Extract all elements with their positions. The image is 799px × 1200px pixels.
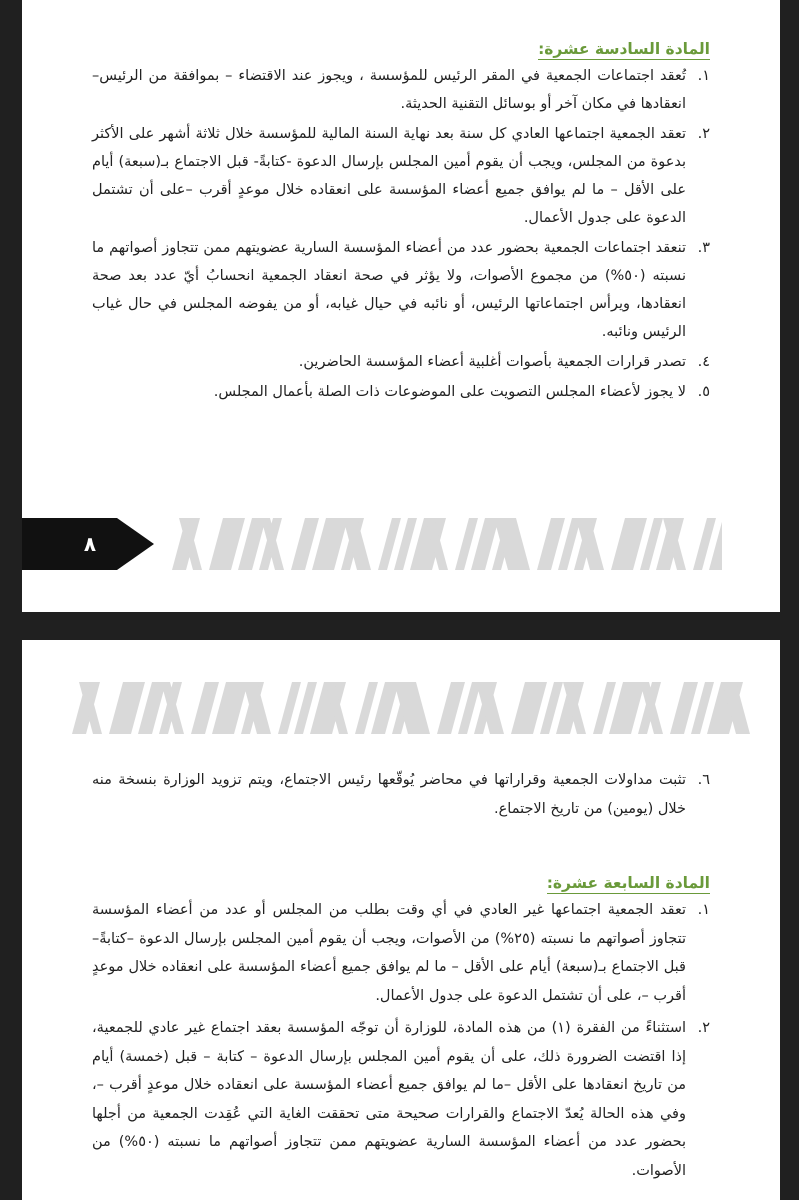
- list-item: [92, 896, 710, 1010]
- clause-number: ٥.: [697, 384, 710, 400]
- clause-number: ١.: [697, 68, 710, 84]
- article-16-clauses: [92, 62, 710, 408]
- clause-text: لا يجوز لأعضاء المجلس التصويت على الموضوعات ذات الصلة بأعمال المجلس.: [213, 384, 686, 400]
- list-item: [92, 62, 710, 118]
- clause-text: تعقد الجمعية اجتماعها العادي كل سنة بعد نهاية السنة المالية للمؤسسة خلال ثلاثة أشهر على الأكثر بدعوة من المجلس، ويجب أن يقوم أمين المجلس بإرسال الدعوة -كتابةً- قبل الاجتماع بـ(سبعة) أيام على الأقل – ما لم يوافق جميع أعضاء المؤسسة على انعقاده خلال موعدٍ أقرب –على أن تشتمل الدعوة على جدول الأعمال.: [92, 126, 686, 226]
- decorative-ornament-band: [62, 682, 762, 734]
- clause-number: ٤.: [697, 354, 710, 370]
- clause-text: استثناءً من الفقرة (١) من هذه المادة، للوزارة أن توجّه المؤسسة بعقد اجتماع غير عادي للجمعية، إذا اقتضت الضرورة ذلك، على أن يقوم أمين المجلس بإرسال الدعوة – كتابة – قبل (خمسة) أيام من تاريخ انعقادها على الأقل –ما لم يوافق جميع أعضاء المؤسسة على انعقاده خلال موعدٍ أقرب –، وفي هذه الحالة يُعدّ الاجتماع والقرارات صحيحة متى تحققت الغاية التي عُقِدت الجمعية من أجلها بحضور عدد من أعضاء المؤسسة السارية عضويتهم ممن تتجاوز أصواتهم ما نسبته (٥٠%) من الأصوات.: [92, 1020, 687, 1179]
- clause-text: تصدر قرارات الجمعية بأصوات أغلبية أعضاء المؤسسة الحاضرين.: [298, 354, 686, 370]
- clause-text: تثبت مداولات الجمعية وقراراتها في محاضر يُوقّعها رئيس الاجتماع، ويتم تزويد الوزارة بنسخة منه خلال (يومين) من تاريخ الاجتماع.: [92, 772, 686, 817]
- list-item: [92, 348, 710, 376]
- decorative-ornament-band: [22, 518, 722, 570]
- clause-number: ٦.: [697, 772, 710, 788]
- clause-number: ٣.: [697, 240, 710, 256]
- clause-text: تعقد الجمعية اجتماعها غير العادي في أي وقت بطلب من المجلس أو عدد من أعضاء المؤسسة تتجاوز أصواتهم ما نسبته (٢٥%) من الأصوات، ويجب أن يقوم أمين المجلس بإرسال الدعوة –كتابةً– قبل الاجتماع بـ(سبعة) أيام على الأقل – ما لم يوافق جميع أعضاء المؤسسة على انعقاده خلال موعدٍ أقرب –، على أن تشتمل الدعوة على جدول الأعمال.: [92, 902, 686, 1004]
- list-item: [92, 766, 710, 824]
- clause-text: تنعقد اجتماعات الجمعية بحضور عدد من أعضاء المؤسسة السارية عضويتهم ممن تتجاوز أصواتهم ما نسبته (٥٠%) من مجموع الأصوات، ولا يؤثر في صحة انعقاد الجمعية انحسابُ أيّ عدد بعد صحة انعقادها، ويرأس اجتماعاتها الرئيس، أو نائبه في حيال غيابه، أو من يفوضه المجلس في حال غياب الرئيس ونائبه.: [92, 240, 686, 340]
- list-item: [92, 378, 710, 406]
- geometric-pattern-icon: [22, 518, 722, 570]
- document-page-2: [22, 640, 780, 1200]
- clause-number: ١.: [697, 902, 710, 918]
- clause-number: ٢.: [697, 126, 710, 142]
- article-17-clauses: [92, 896, 710, 1189]
- list-item: [92, 120, 710, 232]
- geometric-pattern-icon: [72, 682, 750, 734]
- clause-number: ٢.: [697, 1020, 710, 1036]
- clause-text: تُعقد اجتماعات الجمعية في المقر الرئيس للمؤسسة ، ويجوز عند الاقتضاء – بموافقة من الرئيس– انعقادها في مكان آخر أو بوسائل التقنية الحديثة.: [92, 68, 686, 112]
- list-item: [92, 1014, 710, 1185]
- article-16-heading: المادة السادسة عشرة:: [538, 40, 710, 58]
- article-16-clauses-continued: [92, 766, 710, 824]
- article-17-heading: المادة السابعة عشرة:: [546, 874, 710, 892]
- document-page-1: [22, 0, 780, 612]
- page-number: ٨: [83, 532, 97, 556]
- list-item: [92, 234, 710, 346]
